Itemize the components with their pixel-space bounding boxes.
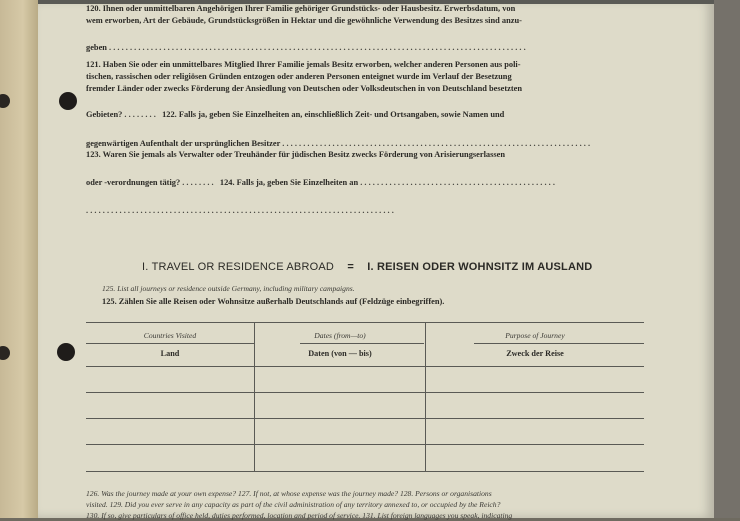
q121-gebieten: Gebieten?: [86, 110, 123, 119]
q121-line3: fremder Länder oder zwecks Förderung der Ansiedlung von Deutschen oder Volksdeutschen in von Deutschland besetzten: [86, 84, 522, 93]
q122-owners: gegenwärtigen Aufenthalt der ursprünglichen Besitzer: [86, 139, 281, 148]
table-rule: [300, 343, 424, 344]
q120-line2: wem erworben, Art der Gebäude, Grundstücksgrößen in Hektar und die gewöhnliche Verwendung des Besitzes sind anzu-: [86, 16, 522, 25]
table-rule: [474, 343, 644, 344]
punch-hole: [57, 343, 75, 361]
answer-dots: . . . . . . . . . . . . . . . . . . . . . . . . . . . . . . . . . . . . . . . . . . . . . . .: [358, 178, 555, 187]
adjacent-page-edge: [0, 0, 38, 518]
col-countries-de: Land: [160, 349, 180, 358]
table-rule: [86, 366, 644, 367]
table-rule: [86, 444, 644, 445]
q123-line2: [86, 177, 650, 189]
q124-answer-line: [86, 205, 650, 217]
section-heading-en: I. TRAVEL OR RESIDENCE ABROAD: [142, 261, 335, 273]
q126-line3: 130. If so, give particulars of office held, duties performed, location and period of service. 131. List foreign languages you speak, indicating: [86, 511, 513, 520]
table-rule: [86, 418, 644, 419]
section-heading: [142, 261, 592, 273]
q120-line1: 120. Ihnen oder unmittelbaren Angehörigen Ihrer Familie gehöriger Grundstücks- oder Hausbesitz. Erwerbsdatum, von: [86, 4, 516, 13]
table-rule: [86, 343, 254, 344]
q125-de: 125. Zählen Sie alle Reisen oder Wohnsitze außerhalb Deutschlands auf (Feldzüge einbegriffen).: [102, 297, 445, 306]
q124-text: 124. Falls ja, geben Sie Einzelheiten an: [219, 178, 359, 187]
table-rule: [86, 471, 644, 472]
table-rule: [86, 392, 644, 393]
col-countries-en: Countries Visited: [143, 331, 197, 340]
q123-taetig: oder -verordnungen tätig?: [86, 178, 181, 187]
travel-table: [86, 322, 644, 472]
table-column-rule: [425, 322, 426, 472]
col-purpose-de: Zweck der Reise: [506, 349, 564, 358]
answer-dots: . . . . . . . . . . . . . . . . . . . . . . . . . . . . . . . . . . . . . . . . . . . . . . . . . . . . . . . . . . . . . . . . . . . . . . . . . .: [280, 139, 591, 148]
q120-geben: geben: [86, 43, 107, 52]
q125-en: 125. List all journeys or residence outside Germany, including military campaigns.: [102, 284, 355, 293]
q126-line1: 126. Was the journey made at your own expense? 127. If not, at whose expense was the journey made? 128. Persons or organisations: [86, 489, 492, 498]
section-heading-equals: =: [347, 261, 354, 273]
q120-line3: [86, 42, 650, 54]
col-dates-de: Daten (von — bis): [308, 349, 372, 358]
punch-hole: [59, 92, 77, 110]
background-strip: [714, 0, 740, 518]
col-dates-en: Dates (from—to): [314, 331, 366, 340]
answer-dots: . . . . . . . .: [122, 110, 163, 119]
q126-line2: visited. 129. Did you ever serve in any capacity as part of the civil administration of any territory annexed to, or occupied by the Reich?: [86, 500, 501, 509]
q123-line1: 123. Waren Sie jemals als Verwalter oder Treuhänder für jüdischen Besitz zwecks Förderung von Arisierungserlassen: [86, 150, 505, 159]
answer-dots: . . . . . . . .: [180, 178, 220, 187]
binder-hole: [0, 94, 10, 108]
q121-line4: [86, 109, 650, 121]
answer-dots: . . . . . . . . . . . . . . . . . . . . . . . . . . . . . . . . . . . . . . . . . . . . . . . . . . . . . . . . . . . . . . . . . . . . . . . . . . . . . . . . . . . . . . . . . . . . . . . . . . . .: [106, 43, 526, 52]
q122-text: 122. Falls ja, geben Sie Einzelheiten an, einschließlich Zeit- und Ortsangaben, sowie Namen und: [162, 110, 505, 119]
form-page: [38, 0, 714, 518]
answer-dots: . . . . . . . . . . . . . . . . . . . . . . . . . . . . . . . . . . . . . . . . . . . . . . . . . . . . . . . . . . . . . . . . . . . . . . . . . .: [86, 206, 394, 215]
col-purpose-en: Purpose of Journey: [505, 331, 565, 340]
table-column-rule: [254, 322, 255, 472]
table-rule: [86, 322, 644, 323]
binder-hole: [0, 346, 10, 360]
section-heading-de: I. REISEN ODER WOHNSITZ IM AUSLAND: [367, 261, 593, 273]
q121-line1: 121. Haben Sie oder ein unmittelbares Mitglied Ihrer Familie jemals Besitz erworben, welcher anderen Personen aus poli-: [86, 60, 521, 69]
q121-line2: tischen, rassischen oder religiösen Gründen entzogen oder anderen Personen enteignet wurde im Verlauf der Besetzung: [86, 72, 512, 81]
